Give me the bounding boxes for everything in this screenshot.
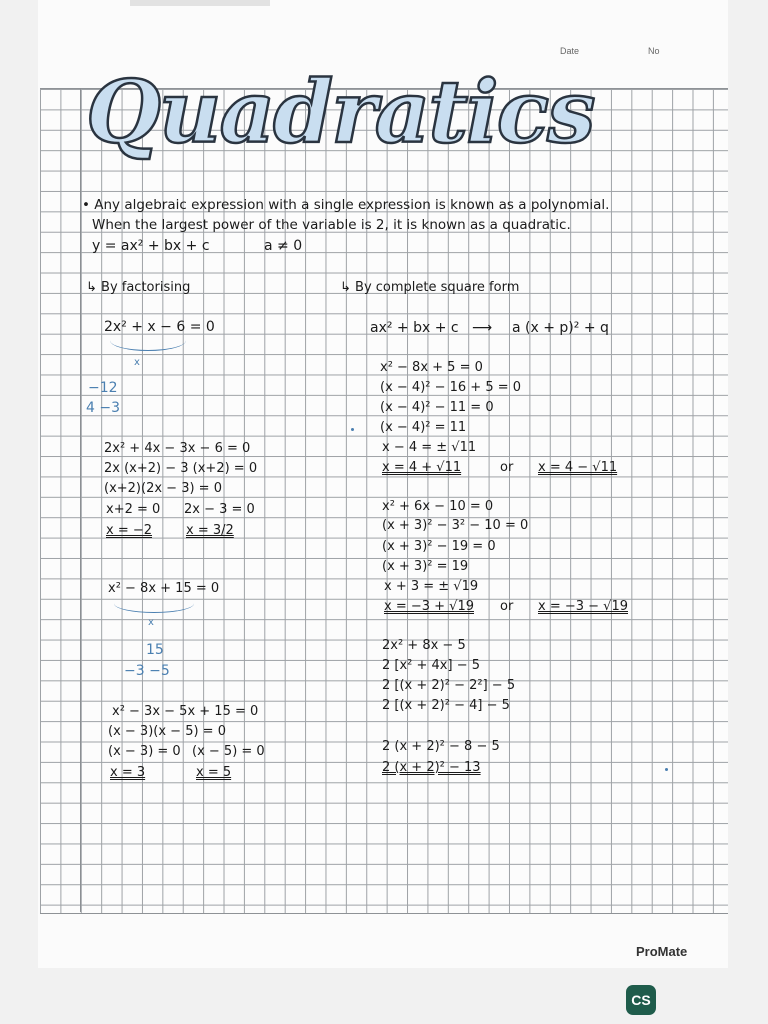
factor-ex1-step4a: x+2 = 0 — [106, 502, 161, 517]
square-ex1-line3: (x − 4)² − 11 = 0 — [380, 400, 494, 415]
intro-formula: y = ax² + bx + c — [92, 238, 210, 254]
factor-pair-top: 15 — [146, 642, 164, 658]
factor-ex1-answer-a: x = −2 — [106, 523, 153, 538]
square-ex2-line1: x² + 6x − 10 = 0 — [382, 499, 494, 514]
cross-mark: x — [134, 357, 140, 368]
form-left: ax² + bx + c — [370, 320, 459, 336]
square-ex1-answer-b: x = 4 − √11 — [538, 460, 618, 475]
brand-logo: ProMate — [636, 944, 688, 959]
square-ex3-line5: 2 (x + 2)² − 8 − 5 — [382, 739, 500, 754]
square-ex1-line2: (x − 4)² − 16 + 5 = 0 — [380, 380, 522, 395]
form-arrow: ⟶ — [472, 320, 493, 336]
cross-mark: x — [148, 617, 154, 628]
square-ex3-line6: 2 (x + 2)² − 13 — [382, 760, 481, 775]
heading-factorising: ↳ By factorising — [86, 280, 191, 295]
factor-ex2-step2: (x − 3)(x − 5) = 0 — [108, 724, 226, 739]
factor-ex1-equation: 2x² + x − 6 = 0 — [104, 319, 215, 335]
square-ex2-line4: (x + 3)² = 19 — [382, 559, 469, 574]
factor-pair-bottom: 4 −3 — [86, 400, 120, 416]
intro-line-1: • Any algebraic expression with a single expression is known as a polynomial. — [82, 197, 610, 213]
scanner-badge[interactable]: CS — [626, 985, 656, 1015]
number-label: No — [648, 46, 660, 56]
factor-ex2-step3b: (x − 5) = 0 — [192, 744, 265, 759]
square-ex2-answer-a: x = −3 + √19 — [384, 599, 474, 614]
factor-pair-top: −12 — [88, 380, 118, 396]
square-ex1-answer-a: x = 4 + √11 — [382, 460, 462, 475]
factor-ex2-answer-a: x = 3 — [110, 765, 146, 780]
square-ex2-line3: (x + 3)² − 19 = 0 — [382, 539, 496, 554]
factor-ex2-equation: x² − 8x + 15 = 0 — [108, 581, 220, 596]
page-edge — [130, 0, 270, 6]
square-ex2-line5: x + 3 = ± √19 — [384, 579, 479, 594]
margin-line — [80, 88, 81, 912]
cross-arc — [114, 594, 194, 613]
square-ex3-line4: 2 [(x + 2)² − 4] − 5 — [382, 698, 510, 713]
square-ex1-line5: x − 4 = ± √11 — [382, 440, 477, 455]
square-ex1-line1: x² − 8x + 5 = 0 — [380, 360, 483, 375]
or-text: or — [500, 599, 514, 614]
square-ex1-line4: (x − 4)² = 11 — [380, 420, 467, 435]
factor-ex2-step3a: (x − 3) = 0 — [108, 744, 181, 759]
ink-dot — [665, 768, 668, 771]
factor-ex1-step3: (x+2)(2x − 3) = 0 — [104, 481, 222, 496]
factor-ex1-step4b: 2x − 3 = 0 — [184, 502, 255, 517]
square-ex2-line2: (x + 3)² − 3² − 10 = 0 — [382, 518, 529, 533]
factor-ex2-step1: x² − 3x − 5x + 15 = 0 — [112, 704, 259, 719]
intro-line-2: When the largest power of the variable is 2, it is known as a quadratic. — [92, 217, 571, 233]
heading-complete-square: ↳ By complete square form — [340, 280, 520, 295]
ink-dot — [351, 428, 354, 431]
form-right: a (x + p)² + q — [512, 320, 609, 336]
factor-ex1-answer-b: x = 3/2 — [186, 523, 234, 538]
factor-ex1-step1: 2x² + 4x − 3x − 6 = 0 — [104, 441, 251, 456]
or-text: or — [500, 460, 514, 475]
page-title: Quadratics — [86, 62, 594, 163]
factor-ex2-answer-b: x = 5 — [196, 765, 232, 780]
square-ex3-line1: 2x² + 8x − 5 — [382, 638, 466, 653]
square-ex2-answer-b: x = −3 − √19 — [538, 599, 628, 614]
square-ex3-line3: 2 [(x + 2)² − 2²] − 5 — [382, 678, 516, 693]
factor-pair-bottom: −3 −5 — [124, 663, 170, 679]
factor-ex1-step2: 2x (x+2) − 3 (x+2) = 0 — [104, 461, 258, 476]
intro-condition: a ≠ 0 — [264, 238, 303, 254]
date-label: Date — [560, 46, 580, 56]
square-ex3-line2: 2 [x² + 4x] − 5 — [382, 658, 481, 673]
cross-arc — [110, 330, 186, 351]
